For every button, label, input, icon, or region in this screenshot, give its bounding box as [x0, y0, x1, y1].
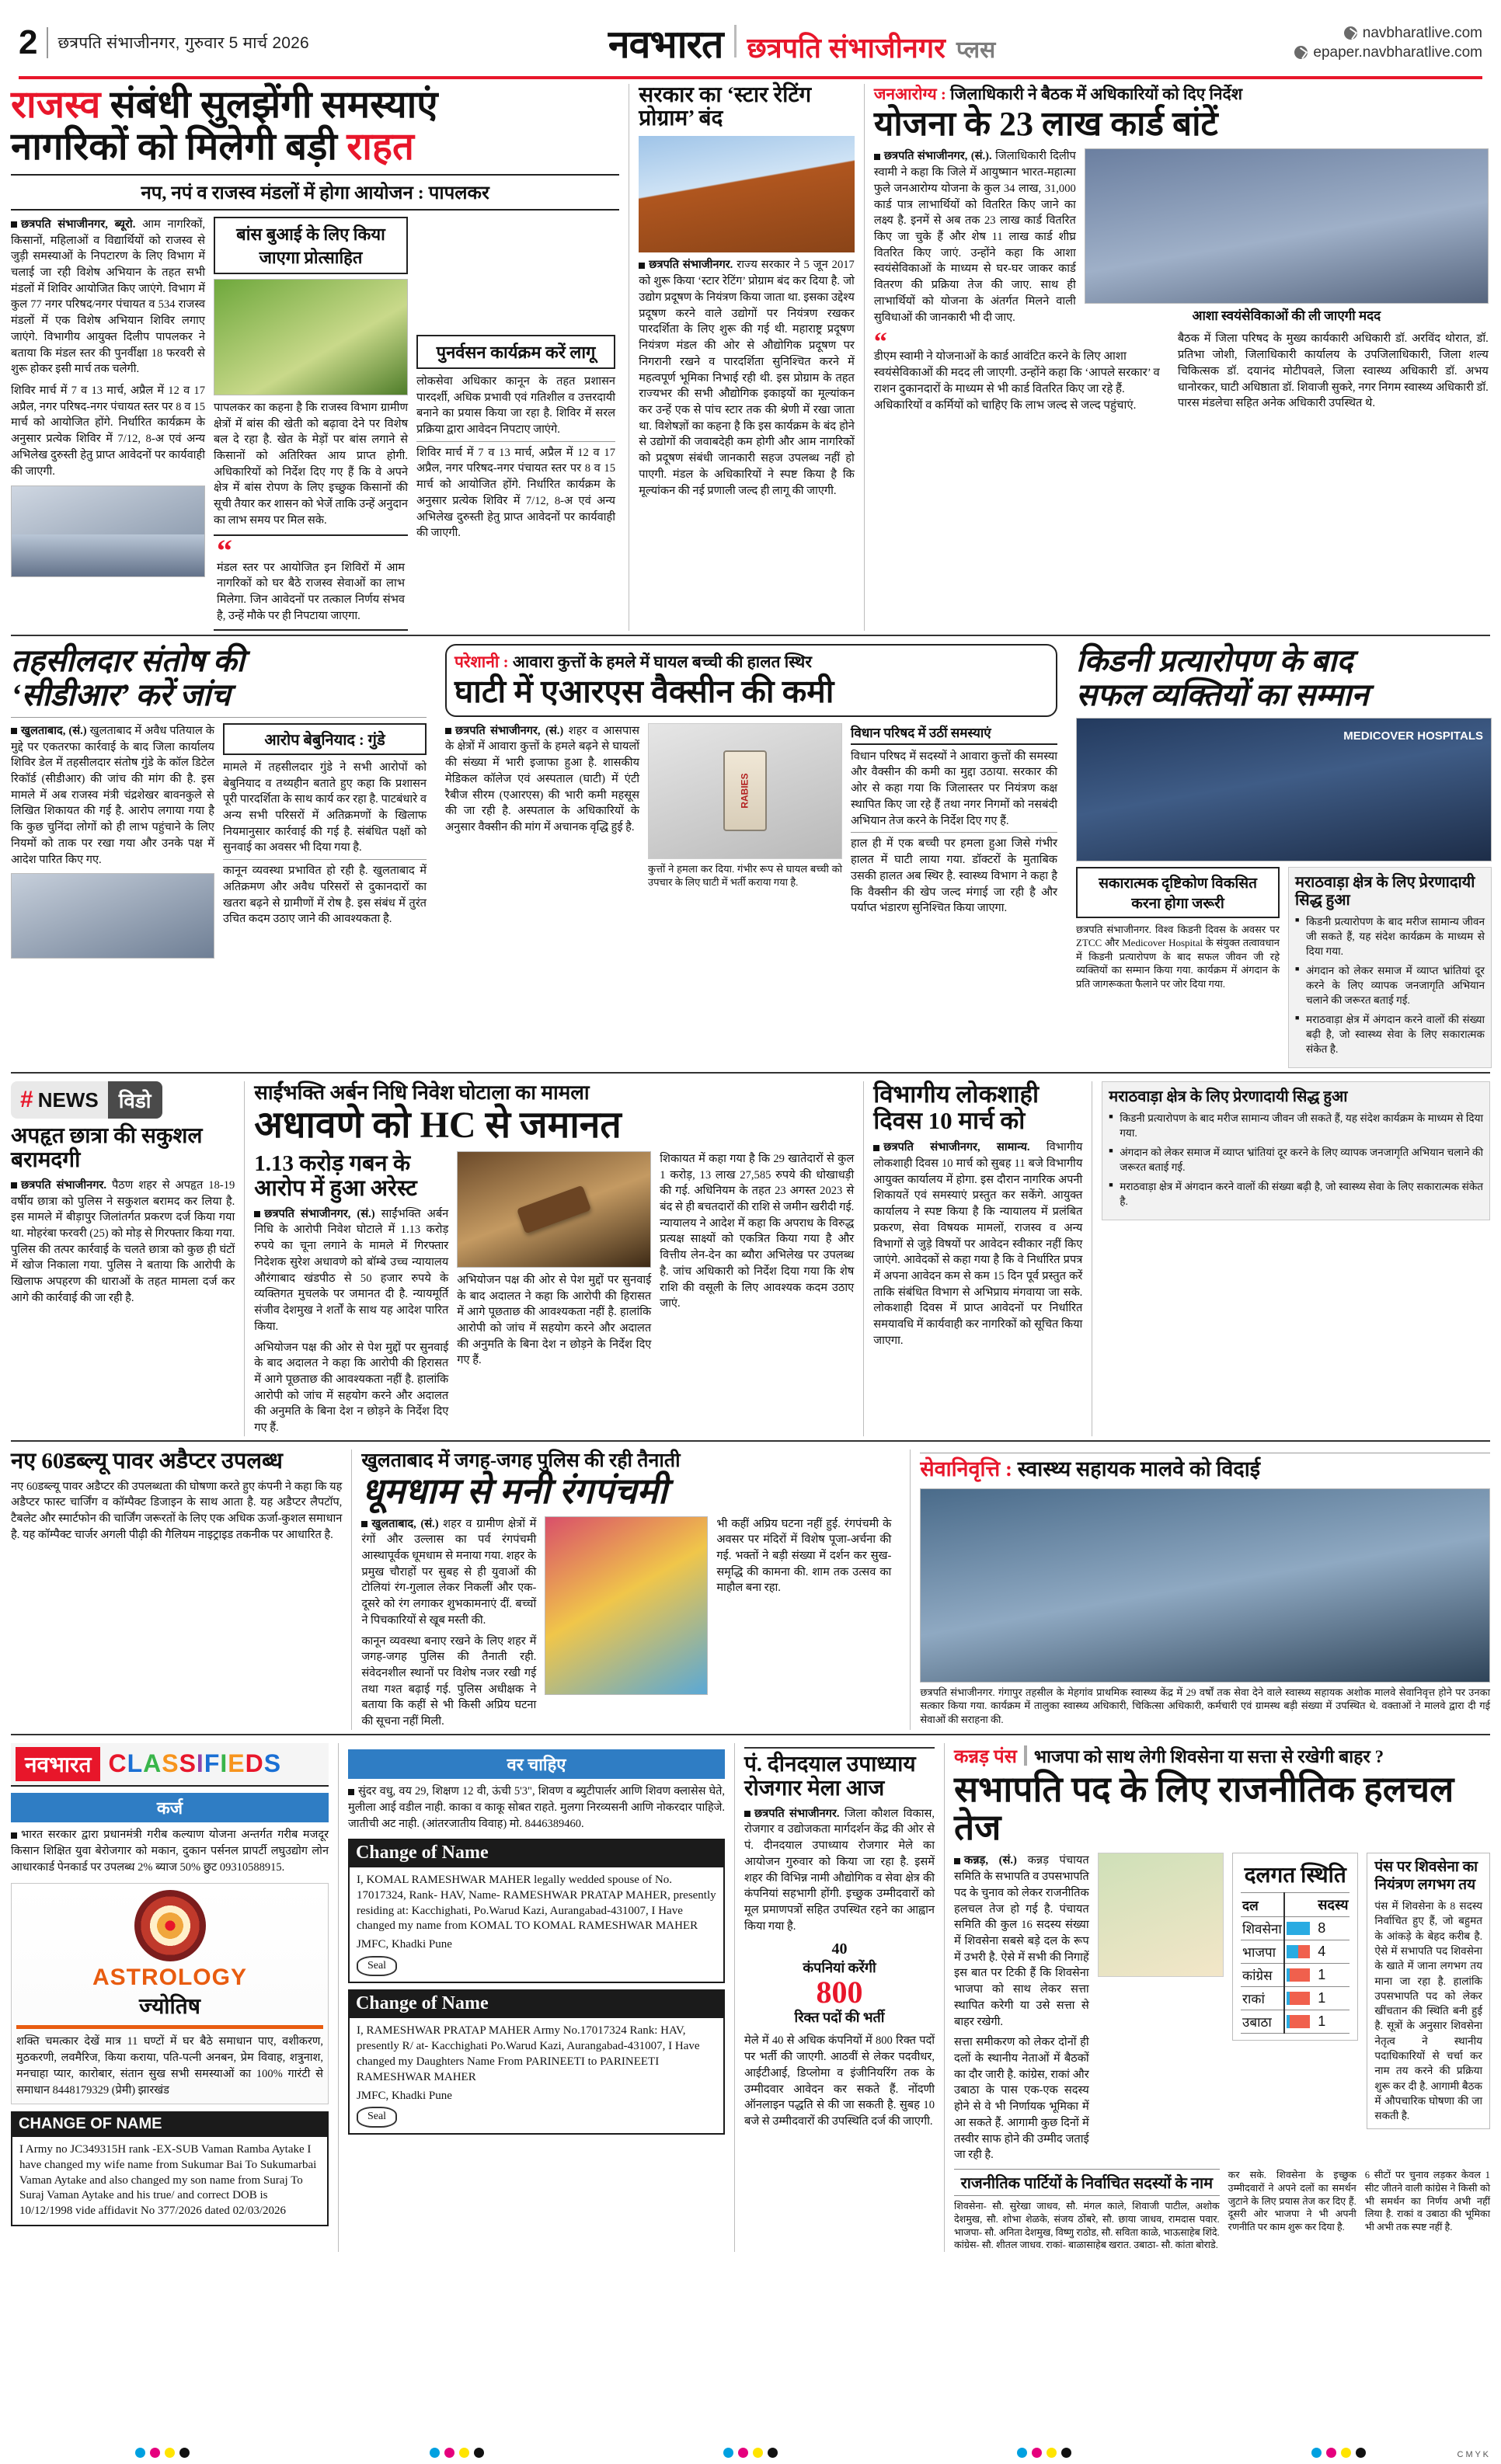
chart-rows — [1241, 1917, 1350, 2034]
hc-bail-subhead: 1.13 करोड़ गबन के आरोप में हुआ अरेस्ट — [254, 1150, 417, 1202]
bullet-square-icon — [11, 221, 17, 228]
change-of-name-2-body — [348, 2018, 725, 2134]
masthead-brand-group — [309, 16, 1295, 69]
rangpanchami-story — [361, 1450, 900, 1730]
hc-bail-body-2: अभियोजन पक्ष की ओर से पेश मुद्दों पर सुनवाई के बाद अदालत ने कहा कि आरोपी की हिरासत में आगे पूछताछ की आवश्यकता नहीं है. हालांकि आरोपी को जांच में सहयोग करने और अदालत की अनुमति के बिना देश न छोड़ने के निर्देश दिए गए हैं. — [254, 1341, 449, 1435]
change-of-name-2-head: Change of Name — [348, 1989, 725, 2018]
news-video-byline: छत्रपति संभाजीनगर. — [21, 1178, 107, 1192]
bullet-square-icon — [361, 1521, 367, 1527]
edition-suffix: प्लस — [956, 37, 996, 63]
lead-subhead: नप, नपं व राजस्व मंडलों में होगा आयोजन : पापलकर — [11, 174, 619, 211]
bullet-square-icon — [873, 1145, 879, 1151]
tehsildar-sub-body: मामले में तहसीलदार गुंडे ने सभी आरोपों को बेबुनियाद व तथ्यहीन बताते हुए कहा कि प्रशासन पूरी पारदर्शिता के साथ कार्य कर रहा है. पाटबंधारे व अन्य सभी परिसरों में अतिक्रमणों के खिलाफ नियमानुसार कार्रवाई की गई है. संबंधित पक्षों को सुनवाई का अवसर भी दिया गया है. — [223, 760, 427, 854]
table-row — [1241, 2010, 1350, 2034]
bullet-square-icon — [254, 1211, 260, 1217]
hc-bail-body-3: अभियोजन पक्ष की ओर से पेश मुद्दों पर सुनवाई के बाद अदालत ने कहा कि आरोपी की हिरासत में आगे पूछताछ की आवश्यकता नहीं है. हालांकि आरोपी को जांच में सहयोग करने और अदालत की अनुमति के बिना देश न छोड़ने के निर्देश दिए गए हैं. — [457, 1273, 652, 1367]
kidney-award-photo — [1076, 718, 1492, 861]
rangpanchami-byline: खुलताबाद, (सं.) — [371, 1517, 439, 1530]
section-rule — [11, 1440, 1490, 1442]
vaccine-story — [445, 644, 1057, 1068]
astrology-subtitle: ज्योतिष — [139, 1994, 200, 2019]
lead-story — [11, 84, 619, 631]
vaccine-body-2: हाल ही में एक बच्ची पर हमला हुआ जिसे गंभीर हालत में घाटी लाया गया. डॉक्टरों के मुताबिक उसकी हालत अब स्थिर है. स्वास्थ्य विभाग ने कहा है कि वैक्सीन की खेप जल्द मंगाई जा रही है और पर्याप्त भंडारण सुनिश्चित किया जाएगा. — [851, 837, 1057, 915]
party-value: 8 — [1311, 1917, 1350, 1940]
bullet-square-icon — [744, 1811, 750, 1817]
star-rating-body: राज्य सरकार ने 5 जून 2017 को शुरू किया ‘स्टार रेटिंग’ प्रोग्राम बंद कर दिया है. जो उद्योग प्रदूषण के नियंत्रण किया जाता था. इसका उद्देश्य प्रदूषण करने वाले उद्योगों पर नियंत्रण रखकर पारदर्शिता के लिए शुरू की गई थी. महाराष्ट्र प्रदूषण नियंत्रण मंडल की ओर से औद्योगिक प्रदूषण पर निगरानी रखने व पारदर्शिता सुनिश्चित करने में महत्वपूर्ण भूमिका निभाई रही थी. इस प्रोग्राम के तहत राज्यभर की सभी औद्योगिक इकाइयों का मूल्यांकन कर उन्हें एक से पांच स्टार तक की श्रेणी में रखा जाता था. विशेषज्ञों का कहना है कि इस कार्यक्रम के बंद होने से उद्योगों की जवाबदेही कम होगी और आम नागरिकों को प्रदूषण संबंधी जानकारी सहज उपलब्ध नहीं हो पाएगी. मंडल के अधिकारियों ने स्पष्ट किया है कि मूल्यांकन की नई प्रणाली जल्द ही लागू की जाएगी. — [639, 259, 855, 497]
bamboo-box-headline: बांस बुआई के लिए किया जाएगा प्रोत्साहित — [214, 217, 408, 274]
globe-icon — [1344, 26, 1357, 40]
change-of-name-2 — [348, 1989, 725, 2134]
news-badge-text: NEWS — [37, 1088, 99, 1112]
bullet-square-icon — [639, 263, 645, 269]
vibhagiya-byline: छत्रपति संभाजीनगर, सामान्य. — [883, 1141, 1030, 1154]
masthead — [11, 0, 1490, 71]
janarogya-kicker-rest: जिलाधिकारी ने बैठक में अधिकारियों को दिए निर्देश — [946, 85, 1242, 103]
vaccine-kicker — [454, 652, 1048, 672]
vibhagiya-body: विभागीय लोकशाही दिवस 10 मार्च को सुबह 11 बजे विभागीय आयुक्त कार्यालय में होगा. इस दौरान नागरिक अपनी शिकायतें एवं समस्याएं प्रस्तुत कर सकेंगे. आयुक्त कार्यालय ने स्पष्ट किया है कि न्यायालय में प्रलंबित प्रकरण, सेवा विषयक मामलों, राजस्व व अन्य विभागों से जुड़े विषयों पर आवेदन स्वीकार नहीं किए जाएंगे. आवेदकों से कहा गया है कि वे निर्धारित प्रपत्र में अपना आवेदन कम से कम 15 दिन पूर्व प्रस्तुत करें ताकि संबंधित विभाग से अभिप्राय मंगवाया जा सके. लोकशाही दिवस में प्राप्त आवेदनों पर निर्धारित समयावधि में कार्यवाही कर नागरिकों को सूचित किया जाएगा. — [873, 1141, 1083, 1347]
lead-headline-rest-1: संबंधी सुलझेंगी समस्याएं — [100, 83, 438, 126]
party-value: 4 — [1311, 1940, 1350, 1964]
cmyk-label: C M Y K — [1457, 2450, 1489, 2459]
list-item: ■ मराठवाड़ा क्षेत्र में अंगदान करने वालों की संख्या बढ़ी है, जो स्वास्थ्य सेवा के लिए सकारात्मक संकेत है. — [1109, 1179, 1483, 1209]
gavel-photo — [457, 1151, 651, 1268]
rangpanchami-headline: धूमधाम से मनी रंगपंचमी — [361, 1470, 667, 1511]
star-rating-byline: छत्रपति संभाजीनगर. — [649, 259, 733, 272]
sabhapati-body-4: 6 सीटों पर चुनाव लड़कर केवल 1 सीट जीतने वाली कांग्रेस ने किसी को भी समर्थन का निर्णय अभी नहीं लिया है. राकां व उबाठा की भूमिका भी अभी तक स्पष्ट नहीं है. — [1364, 2170, 1490, 2233]
lead-headline-red-2: राहत — [347, 124, 414, 168]
list-item: ■ अंगदान को लेकर समाज में व्याप्त भ्रांतियां दूर करने के लिए व्यापक जनजागृति अभियान चलाने की जरूरत बताई गई. — [1295, 963, 1485, 1008]
sabhapati-byline: कन्नड़, (सं.) — [964, 1854, 1017, 1867]
tehsildar-story — [11, 644, 427, 1068]
sabhapati-story — [954, 1743, 1490, 2252]
sevanivrutti-group-photo — [920, 1488, 1490, 1683]
kidney-story — [1076, 644, 1492, 1068]
rangpanchami-kicker: खुलताबाद में जगह-जगह पुलिस की रही तैनाती — [361, 1450, 681, 1471]
change-of-name-en-head: CHANGE OF NAME — [11, 2111, 329, 2137]
kidney-side-continued — [1102, 1081, 1490, 1436]
astrology-divider — [16, 2025, 323, 2029]
column-divider — [734, 1743, 735, 2252]
tehsildar-byline: खुलताबाद, (सं.) — [21, 724, 87, 737]
sevanivrutti-story — [920, 1450, 1490, 1730]
rozgar-highlight-count: 40 — [831, 1940, 848, 1958]
vaccine-headline: घाटी में एआरएस वैक्सीन की कमी — [454, 673, 834, 709]
lead-body-1: आम नागरिकों, किसानों, महिलाओं व विद्यार्थियों को राजस्व से जुड़ी समस्याओं के निपटारण के लिए विभाग में चलाई जा रही विशेष अभियान के तहत सभी मंडलों में शिविर आयोजित किए जाएंगे. विभाग में कुल 77 नगर परिषद/नगर पंचायत व 534 राजस्व मंडलों में एक विशेष अभियान शिविर लगाए जाएंगे. विभागीय आयुक्त दिलीप पापलकर ने बताया कि मंडल स्तर की पुनर्वीक्षा 18 फरवरी से शुरू होकर इसी मार्च तक चलेगी. — [11, 218, 205, 376]
page-number: 2 — [19, 23, 38, 61]
lead-headline — [11, 84, 619, 168]
party-value: 1 — [1311, 2010, 1350, 2034]
adapter-story — [11, 1450, 342, 1730]
table-row — [1241, 1917, 1350, 1940]
brand-logo: नवभारत — [608, 23, 723, 66]
col-header-party: दल — [1241, 1893, 1284, 1917]
tehsildar-portrait-photo — [11, 873, 214, 959]
bar-row — [1287, 1968, 1310, 1982]
janarogya-pullquote — [873, 328, 1169, 419]
classifieds-bride-text: सुंदर वधु, वय 29, शिक्षण 12 वी, ऊंची 5'3", शिवण व ब्युटीपार्लर आणि शिवण क्लासेस घेते, मुलीला आई वडील नाही. काका व काकू सोबत राहते. मुलगा निरव्यसनी आणि नोकरदार पाहिजे. जातीची अट नाही. (आंतरजातीय विवाह) मो. 8446389460. — [347, 1784, 726, 1830]
kidney-headline — [1076, 644, 1492, 711]
factory-photo — [639, 136, 855, 252]
tehsildar-headline-line-2: ‘सीडीआर’ करें जांच — [11, 677, 231, 712]
party-name: उबाठा — [1241, 2010, 1284, 2034]
globe-icon — [1294, 46, 1308, 59]
table-header-row — [1241, 1893, 1350, 1917]
vaccine-headline-box — [445, 644, 1057, 716]
classifieds-category-bride: वर चाहिए — [348, 1749, 725, 1779]
sevanivrutti-caption: छत्रपति संभाजीनगर. गंगापुर तहसील के मेहगांव प्राथमिक स्वास्थ्य केंद्र में 29 वर्षों तक सेवा देने वाले स्वास्थ्य सहायक अशोक मालवे सेवानिवृत्त होने पर उनका सत्कार किया गया. कार्यक्रम में तालुका स्वास्थ्य अधिकारी, चिकित्सा अधिकारी, कर्मचारी एवं ग्रामस्थ बड़ी संख्या में उपस्थित थे. वक्ताओं ने मालवे द्वारा दी गई सेवाओं की सराहना की. — [920, 1686, 1490, 1725]
section-rule — [11, 635, 1490, 636]
party-name: कांग्रेस — [1241, 1964, 1284, 1987]
janarogya-kicker — [874, 84, 1490, 104]
bottom-right-column — [744, 1743, 1490, 2252]
janarogya-story — [874, 84, 1490, 631]
news-video-headline: अपहृत छात्रा की सकुशल बरामदगी — [11, 1124, 203, 1173]
lead-column-3 — [416, 217, 615, 632]
lead-column-1 — [11, 217, 205, 632]
list-item: ■ अंगदान को लेकर समाज में व्याप्त भ्रांतियां दूर करने के लिए व्यापक जनजागृति अभियान चलाने की जरूरत बताई गई. — [1109, 1145, 1483, 1175]
tehsildar-sub-headline: आरोप बेबुनियाद : गुंडे — [223, 723, 427, 755]
rozgar-body-2: मेले में 40 से अधिक कंपनियों में 800 रिक्त पदों पर भर्ती की जाएगी. आठवीं से लेकर पदवीधर, आईटीआई, डिप्लोमा व इंजीनियरिंग तक के उम्मीदवार आवेदन कर सकते हैं. नोंदणी ऑनलाइन पद्धति से की जा सकती है. सुबह 10 बजे से उम्मीदवारों की उपस्थिति दर्ज की जाएगी. — [744, 2034, 935, 2128]
kidney-side-headline: मराठवाड़ा क्षेत्र के लिए प्रेरणादायी सिद्ध हुआ — [1295, 873, 1475, 909]
change-of-name-en-body: I Army no JC349315H rank -EX-SUB Vaman Ramba Aytake I have changed my wife name from Sukumar Bai To Sukumarbai Vaman Aytake and also changed my son name from Suraj To Suraj Vaman Aytake and his true/ and correct DOB is 10/12/1998 vide affidavit No 377/2026 dated 02/03/2026 — [11, 2137, 329, 2226]
quote-mark-icon: “ — [873, 328, 887, 357]
star-rating-headline: सरकार का ‘स्टार रेटिंग प्रोग्राम’ बंद — [639, 83, 812, 131]
janarogya-headline: योजना के 23 लाख कार्ड बांटें — [873, 105, 1218, 144]
party-value: 1 — [1311, 1964, 1350, 1987]
column-divider — [864, 84, 865, 631]
classifieds-category-loan: कर्ज — [11, 1793, 329, 1822]
members-list-headline: राजनीतिक पार्टियों के निर्वाचित सदस्यों के नाम — [954, 2169, 1220, 2196]
website-main[interactable]: navbharatlive.com — [1362, 24, 1482, 41]
change-of-name-1 — [348, 1839, 725, 1983]
sabhapati-body-1: कन्नड़ पंचायत समिति के सभापति व उपसभापति पद के चुनाव को लेकर राजनीतिक हलचल तेज हो गई है. पंचायत समिति की कुल 16 सदस्य संख्या में शिवसेना सबसे बड़े दल के रूप में उभरी है. ऐसे में सभी की निगाहें इस बात पर टिकी हैं कि शिवसेना भाजपा को साथ लेकर सत्ता स्थापित करेगी या उसे सत्ता से बाहर रखेगी. — [954, 1854, 1089, 2028]
kidney-extra-list — [1109, 1111, 1483, 1209]
classifieds-column-2 — [348, 1743, 725, 2252]
bar-row — [1287, 1922, 1310, 1935]
sabhapati-kicker-tag: कन्नड़ पंस — [954, 1746, 1017, 1767]
kidney-headline-line-2: सफल व्यक्तियों का सम्मान — [1076, 677, 1369, 712]
adapter-headline: नए 60डब्ल्यू पावर अडैप्टर उपलब्ध — [11, 1448, 283, 1474]
middle-section — [11, 644, 1490, 1068]
bullet-square-icon — [11, 1832, 17, 1839]
hc-bail-headline: अधावणे को HC से जमानत — [254, 1104, 622, 1146]
news-video-body: पैठण शहर से अपहृत 18-19 वर्षीय छात्रा को पुलिस ने सकुशल बरामद कर लिया है. इस मामले में बीड़ापुर जिलांतर्गत प्रकरण दर्ज किया गया था. मोहरंबा फरवरी (25) को मोड़ से गिरफ्तार किया गया. पुलिस की तत्पर कार्रवाई के चलते छात्रा को कुछ ही घंटों में खोज निकाला गया. पुलिस ने बताया कि आरोपी के खिलाफ अपहरण की धाराओं के तहत मामला दर्ज कर आगे की कार्रवाई की जा रही है. — [11, 1178, 235, 1304]
adapter-body: नए 60डब्ल्यू पावर अडैप्टर की उपलब्धता की घोषणा करते हुए कंपनी ने कहा कि यह अडैप्टर फास्ट चार्जिंग व कॉम्पैक्ट डिजाइन के साथ आता है. यह अडैप्टर लैपटॉप, टैबलेट और स्मार्टफोन की चार्जिंग जरूरतों के लिए एक अधिक ऊर्जा-कुशल समाधान है. यह कॉम्पैक्ट चार्जर अगली पीढ़ी की गैलियम नाइट्राइड तकनीक पर आधारित है. — [11, 1480, 343, 1541]
party-name: शिवसेना — [1241, 1917, 1284, 1940]
party-value: 1 — [1311, 1987, 1350, 2010]
kidney-positive-box: सकारात्मक दृष्टिकोण विकसित करना होगा जरूरी — [1076, 867, 1280, 918]
tehsildar-body: खुलताबाद में अवैध पतियाल के मुद्दे पर एकतरफा कार्रवाई के बाद जिला कार्यालय शिविर डेल में तहसीलदार संतोष गुंडे के कॉल डिटेल रिकॉर्ड (सीडीआर) की जांच की मांग की है. इस मामले में अब राजस्व मंत्री चंद्रशेखर बावनकुले से लिखित शिकायत की गई है. आरोप लगाया गया है कि कुछ चुनिंदा लोगों को ही लाभ पहुंचाने के लिए नियमों को ताक पर रखा गया और उनके पक्ष में आदेश पारित किए गए. — [11, 724, 214, 866]
kidney-side-box — [1288, 867, 1492, 1068]
color-registration-marks — [0, 2448, 1501, 2458]
tehsildar-headline-line-1: तहसीलदार संतोष की — [11, 643, 245, 679]
party-name: राकां — [1241, 1987, 1284, 2010]
lead-byline: छत्रपति संभाजीनगर, ब्यूरो. — [21, 218, 136, 231]
vibhagiya-story — [873, 1081, 1082, 1436]
news-badge-label[interactable] — [11, 1081, 108, 1119]
classifieds-brand: नवभारत — [16, 1747, 100, 1781]
tehsildar-headline — [11, 644, 427, 711]
hospital-signage: MEDICOVER HOSPITALS — [1343, 729, 1483, 743]
rozgar-highlight-line-1: कंपनियां करेंगी — [803, 1960, 876, 1976]
top-section — [11, 84, 1490, 631]
masthead-rule — [19, 76, 1482, 79]
kidney-side-list — [1295, 914, 1485, 1056]
vaccine-body-1: शहर व आसपास के क्षेत्रों में आवारा कुत्तों के हमले बढ़ने से घायलों की संख्या में भारी इजाफा हुआ है. शासकीय मेडिकल कॉलेज एवं अस्पताल (घाटी) में एंटी रैबीज सीरम (एआरएस) की भारी कमी महसूस की जा रही है. अस्पताल के अधिकारियों के अनुसार वैक्सीन की मांग में अचानक वृद्धि हुई है. — [445, 724, 639, 834]
dateline: छत्रपति संभाजीनगर, गुरुवार 5 मार्च 2026 — [57, 34, 309, 52]
lead-column-2 — [214, 217, 408, 632]
change-of-name-2-seal: Seal — [357, 2107, 397, 2127]
column-divider — [338, 1743, 339, 2252]
section-rule — [11, 1072, 1490, 1074]
vaccine-photo-caption: कुत्तों ने हमला कर दिया. गंभीर रूप से घायल बच्ची को उपचार के लिए घाटी में भर्ती कराया गया है. — [648, 862, 842, 889]
party-name: भाजपा — [1241, 1940, 1284, 1964]
column-divider — [863, 1081, 864, 1436]
sevanivrutti-kicker-tag: सेवानिवृत्ति : — [920, 1456, 1012, 1481]
holi-photo — [545, 1516, 708, 1695]
punarvasan-text: लोकसेवा अधिकार कानून के तहत प्रशासन पारदर्शी, अधिक प्रभावी एवं गतिशील व उत्तरदायी बनाने का प्रयास किया जा रहा है. शिविर में सरल प्रक्रिया द्वारा आवेदन निपटाए जाएंगे. — [416, 374, 615, 436]
astrology-title: ASTROLOGY — [92, 1964, 247, 1990]
tehsildar-note: कानून व्यवस्था प्रभावित हो रही है. खुलताबाद में अतिक्रमण और अवैध परिसरों से दुकानदारों का खतरा बढ़ने से ग्रामीणों में रोष है. इस संबंध में तुरंत उचित कदम उठाए जाने की आवश्यकता है. — [223, 865, 427, 926]
brand-separator — [734, 25, 737, 57]
masthead-divider — [47, 27, 48, 58]
col-header-members: सदस्य — [1311, 1893, 1350, 1917]
masthead-websites — [1294, 23, 1482, 64]
vaccine-side-body: विधान परिषद में सदस्यों ने आवारा कुत्तों की समस्या और वैक्सीन की कमी का मुद्दा उठाया. सरकार की ओर से कहा गया कि जिलास्तर पर नियंत्रण कक्ष स्थापित किए जा रहे हैं तथा नगर निगमों को नसबंदी अभियान तेज करने के निर्देश दिए गए हैं. — [851, 750, 1057, 827]
vibhagiya-headline: विभागीय लोकशाही दिवस 10 मार्च को — [873, 1081, 1039, 1135]
janarogya-attendees: बैठक में जिला परिषद के मुख्य कार्यकारी अधिकारी डॉ. अरविंद थोरात, डॉ. प्रतिभा जोशी, जिलाधिकारी कार्यालय के उपजिलाधिकारी, जिला शल्य चिकित्सक डॉ. दयानंद मोटीपवले, जिला स्वास्थ्य अधिकारी डॉ. अभय धानोरकर, घाटी अधिष्ठाता डॉ. शिवाजी सुकरे, नगर निगम स्वास्थ्य अधिकारी डॉ. पारस मंडलेचा सहित अनेक अधिकारी उपस्थित थे. — [1177, 332, 1489, 410]
lead-portrait-photo — [11, 485, 205, 577]
astrology-logo-icon — [134, 1890, 206, 1961]
website-epaper[interactable]: epaper.navbharatlive.com — [1313, 44, 1482, 61]
kidney-extra-box — [1102, 1081, 1490, 1220]
bar-row — [1287, 2015, 1310, 2028]
hc-bail-body-1: साईंभक्ति अर्बन निधि के आरोपी निवेश घोटाले में 1.13 करोड़ रुपये का चूना लगाने के मामले में गिरफ्तार निदेशक सुरेश अधावणे को बॉम्बे उच्च न्यायालय औरंगाबाद खंडपीठ से 50 हजार रुपये के व्यक्तिगत मुचलके पर जमानत दी है. न्यायमूर्ति संजीव देशमुख ने शर्तों के साथ यह आदेश पारित किया. — [254, 1207, 449, 1333]
rozgar-headline: पं. दीनदयाल उपाध्याय रोजगार मेला आज — [744, 1752, 916, 1801]
members-list-text: शिवसेना- सौ. सुरेखा जाधव, सौ. मंगल काले, शिवाजी पाटील, अशोक देशमुख, सौ. शोभा शेळके, संजय ठोंबरे, सौ. छाया जाधव, रामदास पवार. भाजपा- सौ. अनिता देशमुख, विष्णु राठोड, सौ. सविता काळे, भाऊसाहेब शिंदे. कांग्रेस- सौ. शीतल जाधव. राकां- बाळासाहेब खरात. उबाठा- सौ. कांता बोराडे. — [954, 2201, 1220, 2251]
vaccine-kicker-rest: आवारा कुत्तों के हमले में घायल बच्ची की हालत स्थिर — [508, 653, 812, 672]
edition-name: छत्रपति संभाजीनगर — [747, 32, 946, 64]
bullet-square-icon — [348, 1789, 354, 1795]
hash-icon: # — [20, 1087, 33, 1113]
janarogya-byline: छत्रपति संभाजीनगर, (सं.). — [883, 150, 992, 163]
vaccine-label-text: RABIES — [740, 773, 750, 809]
vaccine-vial-photo — [648, 723, 842, 859]
column-divider — [944, 1743, 945, 2252]
rozgar-highlight-line-2: रिक्त पदों की भर्ती — [794, 2010, 885, 2026]
sevanivrutti-kicker — [920, 1456, 1490, 1483]
list-item: ■ किडनी प्रत्यारोपण के बाद मरीज सामान्य जीवन जी सकते हैं, यह संदेश कार्यक्रम के माध्यम से दिया गया. — [1295, 914, 1485, 959]
column-divider — [910, 1450, 911, 1730]
kidney-headline-line-1: किडनी प्रत्यारोपण के बाद — [1076, 643, 1353, 679]
change-of-name-1-head: Change of Name — [348, 1839, 725, 1867]
chart-title: दलगत स्थिति — [1244, 1864, 1346, 1888]
sevanivrutti-kicker-rest: स्वास्थ्य सहायक मालवे को विदाई — [1012, 1456, 1261, 1481]
column-divider — [244, 1081, 245, 1436]
video-badge-label[interactable]: विडो — [108, 1081, 162, 1119]
lead-headline-rest-2: नागरिकों को मिलेगी बड़ी — [11, 124, 347, 168]
rozgar-and-sabhapati — [744, 1743, 1490, 2252]
lead-quote-text: मंडल स्तर पर आयोजित इन शिविरों में आम नागरिकों को घर बैठे राजस्व सेवाओं का लाभ मिलेगा. जिन आवेदनों पर तत्काल निर्णय संभव है, उन्हें मौके पर ही निपटाया जाएगा. — [217, 561, 405, 622]
fourth-section — [11, 1450, 1490, 1730]
janarogya-meeting-photo — [1085, 148, 1489, 304]
bullet-square-icon — [11, 1182, 17, 1188]
astrology-text: शक्ति चमत्कार देखें मात्र 11 घण्टों में घर बैठे समाधान पाए, वशीकरण, मुठकरणी, लवमैरिज, किया कराया, पति-पत्नी अनबन, प्रेम विवाह, शत्रुनाश, मनचाहा प्यार, कारोबार, संतान सुख सभी समस्याओं का 100% गारंटी से समाधान 8448179329 (प्रेमी) झारखंड — [16, 2034, 323, 2097]
rozgar-byline: छत्रपति संभाजीनगर. — [754, 1807, 840, 1820]
chart-table — [1241, 1892, 1350, 2034]
news-video-badge[interactable] — [11, 1081, 162, 1119]
table-row — [1241, 1964, 1350, 1987]
vaccine-kicker-tag: परेशानी : — [454, 653, 509, 672]
hc-bail-kicker: साईंभक्ति अर्बन निधि निवेश घोटाला का मामला — [254, 1081, 590, 1105]
change-of-name-1-body — [348, 1867, 725, 1983]
hc-bail-story — [254, 1081, 854, 1436]
kicker-separator — [1024, 1745, 1027, 1766]
rozgar-story — [744, 1743, 935, 2252]
sabhapati-headline: सभापति पद के लिए राजनीतिक हलचल तेज — [954, 1769, 1454, 1847]
rangpanchami-body-2: कानून व्यवस्था बनाए रखने के लिए शहर में जगह-जगह पुलिस की तैनाती रही. संवेदनशील स्थानों पर विशेष नजर रखी गई तथा गश्त बढ़ाई गई. पुलिस अधीक्षक ने बताया कि कहीं से भी किसी अप्रिय घटना की सूचना नहीं मिली. — [361, 1634, 537, 1728]
rangpanchami-body-3: भी कहीं अप्रिय घटना नहीं हुई. रंगपंचमी के अवसर पर मंदिरों में विशेष पूजा-अर्चना की गई. भक्तों ने बड़ी संख्या में दर्शन कर सुख-समृद्धि की कामना की. शाम तक उत्सव का माहौल बना रहा. — [716, 1517, 892, 1595]
change-of-name-2-sign: JMFC, Khadki Pune — [356, 2089, 452, 2102]
classifieds-column — [11, 1743, 329, 2252]
sabhapati-kicker-rest: भाजपा को साथ लेगी शिवसेना या सत्ता से रखेगी बाहर ? — [1033, 1747, 1384, 1767]
star-rating-story — [639, 84, 855, 631]
janarogya-body: जिलाधिकारी दिलीप स्वामी ने कहा कि जिले में आयुष्मान भारत-महात्मा फुले जनआरोग्य योजना के कुल 34 लाख, 31,000 कार्ड पात्र लाभार्थियों को वितरित किए जाने का लक्ष्य है. इनमें से अब तक 23 लाख कार्ड वितरित किए जा चुके हैं और शेष 11 लाख कार्ड शीघ्र वितरित किए जाएं. उन्होंने कहा कि आशा स्वयंसेविकाओं के माध्यम से घर-घर जाकर कार्ड वितरण की प्रक्रिया तेज की जाए. साथ ही लाभार्थियों को योजना के अंतर्गत मिलने वाली सुविधाओं की जानकारी भी दी जाए. — [873, 150, 1076, 324]
shivsena-box-headline: पंस पर शिवसेना का नियंत्रण लगभग तय — [1374, 1859, 1478, 1894]
bullet-square-icon — [954, 1858, 960, 1864]
hc-bail-byline: छत्रपति संभाजीनगर, (सं.) — [264, 1207, 375, 1220]
astrology-ad — [11, 1883, 329, 2104]
third-section — [11, 1081, 1490, 1436]
sabhapati-body-2: सत्ता समीकरण को लेकर दोनों ही दलों के स्थानीय नेताओं में बैठकों का दौर जारी है. कांग्रेस, राकां और उबाठा के पास एक-एक सदस्य होने से वे भी निर्णायक भूमिका में आ सकते हैं. आगामी कुछ दिनों में तस्वीर साफ होने की उम्मीद जताई जा रही है. — [954, 2036, 1089, 2162]
bar-row — [1287, 1945, 1310, 1958]
section-rule — [11, 1734, 1490, 1735]
rozgar-body: जिला कौशल विकास, रोजगार व उद्योजकता मार्गदर्शन केंद्र की ओर से पं. दीनदयाल उपाध्याय रोजगार मेले का आयोजन गुरुवार को किया जा रहा है. इसमें शहर की विभिन्न नामी औद्योगिक व सेवा क्षेत्र की कंपनियां सहभागी होंगी. इच्छुक उम्मीदवारों को मूल प्रमाणपत्रों सहित उपस्थित रहने का आह्वान किया गया है. — [744, 1807, 935, 1933]
political-cartoon — [1098, 1853, 1224, 1977]
lead-headline-red-1: राजस्व — [11, 83, 101, 126]
party-standings-chart — [1232, 1853, 1358, 2041]
bullet-square-icon — [445, 728, 451, 734]
change-of-name-1-sign: JMFC, Khadki Pune — [356, 1938, 452, 1951]
classifieds-word: CLASSIFIEDS — [108, 1749, 282, 1778]
bottom-section — [11, 1743, 1490, 2252]
vaccine-side-headline: विधान परिषद में उठीं समस्याएं — [851, 723, 1057, 745]
kidney-extra-headline: मराठवाड़ा क्षेत्र के लिए प्रेरणादायी सिद्ध हुआ — [1109, 1088, 1348, 1106]
quote-mark-icon: “ — [217, 532, 232, 568]
change-of-name-en-1 — [11, 2111, 329, 2226]
shivsena-control-box — [1367, 1853, 1490, 2129]
classifieds-loan-text: भारत सरकार द्वारा प्रधानमंत्री गरीब कल्याण योजना अन्तर्गत गरीब मजदूर किसान शिक्षित युवा बेरोजगार को मकान, दुकान पर्सनल प्रापर्टी लघुउद्योग लोन आधारकार्ड पेनकार्ड पर उपलब्ध 2% ब्याज 50% छुट 09310588915. — [11, 1828, 329, 1874]
table-row — [1241, 1940, 1350, 1964]
lead-body-2: शिविर मार्च में 7 व 13 मार्च, अप्रैल में 12 व 17 अप्रैल, नगर परिषद-नगर पंचायत स्तर पर 8 व 15 मार्च को आयोजित होंगे. निर्धारित कार्यक्रम के अनुसार प्रत्येक शिविर में 7/12, 8-अ एवं अन्य अभिलेख दुरुस्ती हेतु प्राप्त आवेदनों पर कार्यवाही की जाएगी. — [11, 384, 205, 478]
kidney-caption: छत्रपति संभाजीनगर. विश्व किडनी दिवस के अवसर पर ZTCC और Medicover Hospital के संयुक्त तत्वावधान में किडनी प्रत्यारोपण के बाद सफल जीवन जी रहे व्यक्तियों का सम्मान किया गया. कार्यक्रम में अंगदान के प्रति जागरूकता फैलाने पर जोर दिया गया. — [1076, 923, 1280, 990]
list-item: ■ किडनी प्रत्यारोपण के बाद मरीज सामान्य जीवन जी सकते हैं, यह संदेश कार्यक्रम के माध्यम से दिया गया. — [1109, 1111, 1483, 1140]
rangpanchami-body-1: शहर व ग्रामीण क्षेत्रों में रंगों और उल्लास का पर्व रंगपंचमी आस्थापूर्वक धूमधाम से मनाया गया. शहर के प्रमुख चौराहों पर सुबह से ही युवाओं की टोलियां रंग-गुलाल लेकर निकलीं और एक-दूसरे को रंग लगाकर शुभकामनाएं दीं. बच्चों ने पिचकारियों से खूब मस्ती की. — [361, 1517, 537, 1627]
news-video-story — [11, 1081, 235, 1436]
bullet-square-icon — [874, 154, 880, 160]
bamboo-box-text: पापलकर का कहना है कि राजस्व विभाग ग्रामीण क्षेत्रों में बांस की खेती को बढ़ावा देने पर विशेष बल दे रहा है. खेत के मेड़ों पर बांस लगाने से किसानों को अतिरिक्त आय प्राप्त होगी. अधिकारियों को निर्देश दिए गए हैं कि वे अपने क्षेत्र में बांस रोपण के लिए इच्छुक किसानों की सूची तैयार कर शासन को भेजें ताकि उन्हें अनुदान का लाभ समय पर मिल सके. — [214, 401, 408, 527]
rozgar-highlight-number: 800 — [816, 1975, 863, 2010]
bamboo-photo — [214, 279, 408, 395]
bar-row — [1287, 1992, 1310, 2005]
change-of-name-1-seal: Seal — [357, 1956, 397, 1976]
classifieds-banner — [11, 1743, 329, 1787]
table-row — [1241, 1987, 1350, 2010]
lead-body-3: शिविर मार्च में 7 व 13 मार्च, अप्रैल में 12 व 17 अप्रैल, नगर परिषद-नगर पंचायत स्तर पर 8 व 15 मार्च को आयोजित होंगे. निर्धारित कार्यक्रम के अनुसार प्रत्येक शिविर में 7/12, 8-अ एवं अन्य अभिलेख दुरुस्ती हेतु प्राप्त आवेदनों पर कार्यवाही की जाएगी. — [416, 446, 615, 540]
change-of-name-2-text: I, RAMESHWAR PRATAP MAHER Army No.17017324 Rank: HAV, presently R/ at- Kacchighati Po.Warud Kazi, Aurangabad-431007, I Have changed my Daughters Name From PARINEETI to PARINEETI RAMESHWAR MAHER — [356, 2024, 700, 2083]
hc-bail-right-body: शिकायत में कहा गया है कि 29 खातेदारों से कुल 1 करोड़, 13 लाख 27,585 रुपये की धोखाधड़ी की गई. अधिनियम के तहत 23 अगस्त 2023 से बंद से ही बचतदारों की राशि से जमीन खरीदी गई. न्यायालय ने आदेश में कहा कि अपराध के विरुद्ध प्रत्यक्ष साक्ष्यों को एकत्रित किया गया है और वित्तीय लेन-देन का ब्यौरा अभिलेख पर उपलब्ध है. जांच अधिकारी को निर्देश दिया गया कि शेष राशि की वसूली के लिए आवश्यक कदम उठाए जाएं. — [660, 1152, 855, 1310]
vaccine-byline: छत्रपति संभाजीनगर, (सं.) — [455, 724, 564, 737]
sabhapati-body-3: कर सके. शिवसेना के इच्छुक उम्मीदवारों ने अपने दलों का समर्थन जुटाने के लिए प्रयास तेज कर दिए हैं. दूसरी ओर भाजपा ने भी अपनी रणनीति पर काम शुरू कर दिया है. — [1228, 2170, 1356, 2233]
janarogya-photo-caption: आशा स्वयंसेविकाओं की ली जाएगी मदद — [1192, 308, 1381, 324]
list-item: ■ मराठवाड़ा क्षेत्र में अंगदान करने वालों की संख्या बढ़ी है, जो स्वास्थ्य सेवा के लिए सकारात्मक संकेत है. — [1295, 1012, 1485, 1056]
change-of-name-1-text: I, KOMAL RAMESHWAR MAHER legally wedded spouse of No. 17017324, Rank- HAV, Name- RAMESHWAR PRATAP MAHER, presently residing at: Kacchighati, Po.Warud Kazi, Aurangabad-431007, I Have changed my name from KOMAL TO KOMAL RAMESHWAR MAHER — [356, 1873, 716, 1933]
bullet-square-icon — [11, 728, 17, 734]
shivsena-box-body: पंस में शिवसेना के 8 सदस्य निर्वाचित हुए हैं, जो बहुमत के आंकड़े के बेहद करीब है. ऐसे में सभापति पद शिवसेना के खाते में जाना लगभग तय माना जा रहा है. हालांकि उपसभापति पद को लेकर खींचतान की स्थिति बनी हुई है. सूत्रों के अनुसार शिवसेना नेतृत्व ने स्थानीय पदाधिकारियों से चर्चा कर नाम तय करने की प्रक्रिया शुरू कर दी है. आगामी बैठक में औपचारिक घोषणा की जा सकती है. — [1374, 1900, 1482, 2122]
punarvasan-box-headline: पुनर्वसन कार्यक्रम करें लागू — [416, 335, 615, 369]
janarogya-pullquote-text: डीएम स्वामी ने योजनाओं के कार्ड आवंटित करने के लिए आशा स्वयंसेविकाओं की मदद ली जाएगी. उन्होंने कहा कि ‘आपले सरकार’ व राशन दुकानदारों के माध्यम से भी कार्ड वितरित किए जा रहे हैं. अधिकारियों व कर्मियों को चाहिए कि लाभ जल्द से जल्द पहुंचाएं. — [873, 350, 1160, 412]
janarogya-kicker-tag: जनआरोग्य : — [873, 85, 946, 103]
column-divider — [351, 1450, 352, 1730]
lead-quote-box — [214, 534, 408, 632]
